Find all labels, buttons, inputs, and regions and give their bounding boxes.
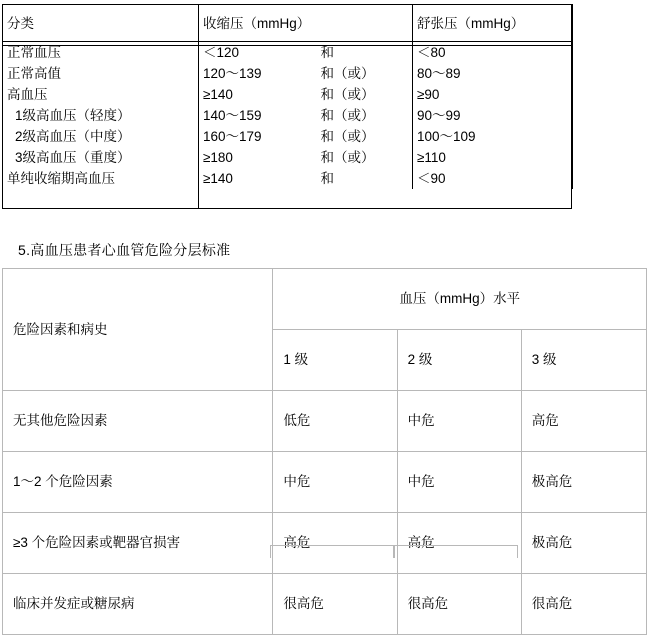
risk-grade1-value: 高危 bbox=[273, 513, 397, 574]
row-conjunction: 和 bbox=[320, 45, 334, 60]
row-diastolic: 80～89 bbox=[413, 63, 573, 84]
row-diastolic: 100～109 bbox=[413, 126, 573, 147]
row-category: 1级高血压（轻度） bbox=[3, 105, 199, 126]
row-diastolic: ≥90 bbox=[413, 84, 573, 105]
grade-header-3: 3 级 bbox=[521, 330, 646, 391]
row-category: 2级高血压（中度） bbox=[3, 126, 199, 147]
row-systolic: ＜120 bbox=[199, 42, 317, 64]
section-heading: 5.高血压患者心血管危险分层标准 bbox=[18, 242, 231, 258]
header-category: 分类 bbox=[3, 5, 199, 42]
row-systolic: 140～159 bbox=[199, 105, 317, 126]
row-systolic: ≥140 bbox=[199, 168, 317, 189]
blood-pressure-classification-table bbox=[2, 4, 573, 189]
row-category: 高血压 bbox=[3, 84, 199, 105]
grade-header-2: 2 级 bbox=[397, 330, 521, 391]
row-diastolic: ≥110 bbox=[413, 147, 573, 168]
table-row bbox=[3, 513, 647, 574]
row-diastolic: ＜80 bbox=[413, 42, 573, 64]
risk-grade1-value: 低危 bbox=[273, 391, 397, 452]
table-row bbox=[3, 126, 573, 147]
row-conjunction: 和（或） bbox=[320, 66, 375, 81]
header-systolic: 收缩压（mmHg） bbox=[199, 5, 317, 42]
risk-grade3-value: 高危 bbox=[521, 391, 646, 452]
partial-cell bbox=[394, 545, 518, 558]
row-systolic: 160～179 bbox=[199, 126, 317, 147]
risk-header-row-top bbox=[3, 269, 647, 330]
bp-level-header: 血压（mmHg）水平 bbox=[273, 269, 647, 330]
row-systolic: ≥180 bbox=[199, 147, 317, 168]
risk-grade1-value: 很高危 bbox=[273, 574, 397, 635]
risk-row-header-label: 危险因素和病史 bbox=[3, 269, 273, 391]
row-conjunction: 和（或） bbox=[320, 108, 375, 123]
table-row bbox=[3, 84, 573, 105]
row-category: 正常高值 bbox=[3, 63, 199, 84]
table-header-row bbox=[3, 5, 573, 42]
risk-grade3-value: 极高危 bbox=[521, 452, 646, 513]
partial-cell bbox=[270, 545, 394, 558]
risk-grade2-value: 中危 bbox=[397, 391, 521, 452]
risk-grade3-value: 极高危 bbox=[521, 513, 646, 574]
page-bottom-partial-row bbox=[2, 545, 647, 558]
row-category: 正常血压 bbox=[3, 42, 199, 64]
row-diastolic: 90～99 bbox=[413, 105, 573, 126]
risk-factor-label: 临床并发症或糖尿病 bbox=[3, 574, 273, 635]
table-vertical-rule bbox=[198, 4, 199, 209]
header-diastolic: 舒张压（mmHg） bbox=[413, 5, 573, 42]
risk-factor-label: 1～2 个危险因素 bbox=[3, 452, 273, 513]
row-conjunction: 和（或） bbox=[320, 129, 375, 144]
table-row bbox=[3, 391, 647, 452]
row-category: 3级高血压（重度） bbox=[3, 147, 199, 168]
table-row bbox=[3, 452, 647, 513]
table-row bbox=[3, 63, 573, 84]
row-category: 单纯收缩期高血压 bbox=[3, 168, 199, 189]
header-conjunction bbox=[317, 5, 413, 42]
risk-grade1-value: 中危 bbox=[273, 452, 397, 513]
row-systolic: ≥140 bbox=[199, 84, 317, 105]
table-row bbox=[3, 147, 573, 168]
risk-grade2-value: 中危 bbox=[397, 452, 521, 513]
risk-factor-label: 无其他危险因素 bbox=[3, 391, 273, 452]
risk-factor-label: ≥3 个危险因素或靶器官损害 bbox=[3, 513, 273, 574]
table-row bbox=[3, 105, 573, 126]
row-conjunction: 和（或） bbox=[320, 87, 375, 102]
risk-grade2-value: 很高危 bbox=[397, 574, 521, 635]
row-diastolic: ＜90 bbox=[413, 168, 573, 189]
table-header-rule bbox=[2, 45, 572, 46]
table-row bbox=[3, 168, 573, 189]
row-conjunction: 和（或） bbox=[320, 150, 375, 165]
risk-stratification-table bbox=[2, 268, 647, 635]
risk-grade2-value: 高危 bbox=[397, 513, 521, 574]
table-row bbox=[3, 574, 647, 635]
row-systolic: 120～139 bbox=[199, 63, 317, 84]
risk-grade3-value: 很高危 bbox=[521, 574, 646, 635]
grade-header-1: 1 级 bbox=[273, 330, 397, 391]
row-conjunction: 和 bbox=[320, 171, 334, 186]
